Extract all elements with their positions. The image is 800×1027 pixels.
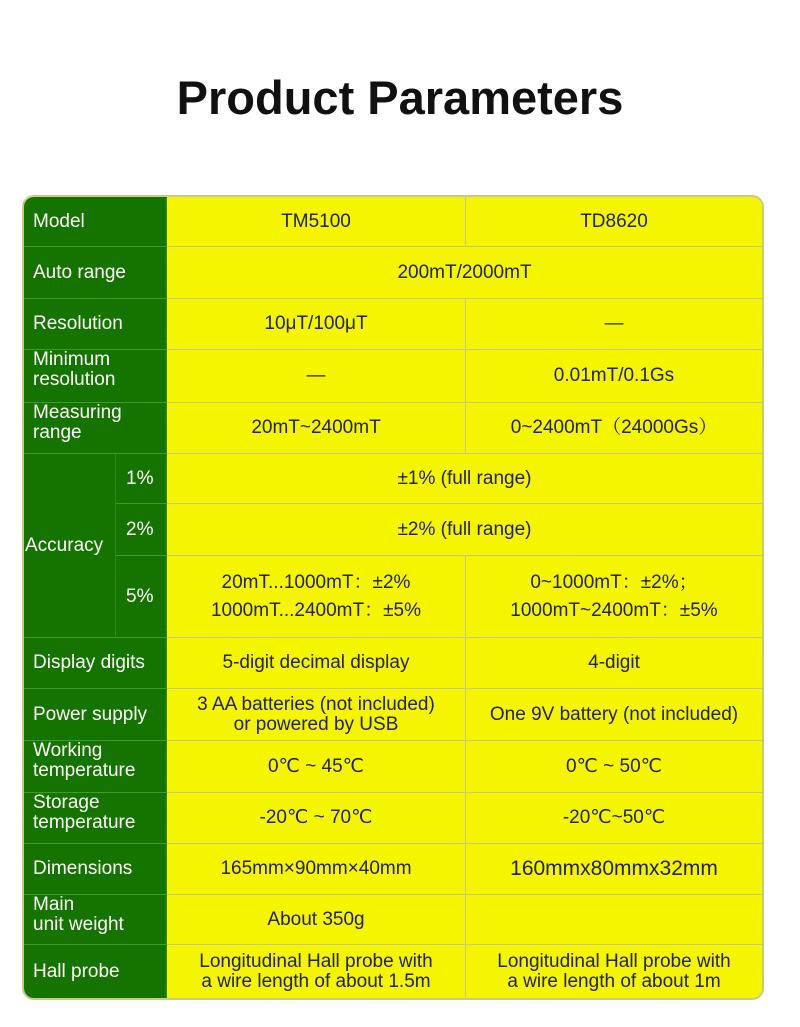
label-hall-probe: Hall probe [24,945,167,998]
hall-probe-td8620-line2: a wire length of about 1m [507,970,721,992]
accuracy-5pct-td8620-line1: 0~1000mT：±2%； [530,571,698,593]
label-accuracy-2pct: 2% [116,504,167,556]
power-supply-tm5100 [167,689,466,741]
accuracy-1pct-value: ±1% (full range) [167,454,762,504]
label-storage-temperature-line1: Storage [33,792,100,813]
label-main-unit-weight-line2: unit weight [33,913,124,935]
hall-probe-tm5100-line1: Longitudinal Hall probe with [199,950,433,972]
label-minimum-resolution-line1: Minimum [33,349,111,370]
hall-probe-tm5100-line2: a wire length of about 1.5m [201,970,431,992]
label-display-digits: Display digits [24,638,167,689]
label-auto-range: Auto range [24,247,167,299]
label-model: Model [24,197,167,247]
storage-temperature-td8620: -20℃~50℃ [466,793,762,844]
label-working-temperature [24,741,167,793]
hall-probe-td8620 [466,945,762,998]
resolution-td8620: — [466,299,762,350]
power-supply-td8620: One 9V battery (not included) [466,689,762,741]
label-accuracy-5pct: 5% [116,556,167,638]
min-resolution-td8620: 0.01mT/0.1Gs [466,350,762,403]
model-tm5100: TM5100 [167,197,466,247]
weight-tm5100: About 350g [167,895,466,945]
accuracy-5pct-tm5100 [167,556,466,638]
working-temperature-tm5100: 0℃ ~ 45℃ [167,741,466,793]
dimensions-tm5100: 165mm×90mm×40mm [167,844,466,895]
weight-td8620 [466,895,762,945]
label-working-temperature-line1: Working [33,740,103,761]
label-storage-temperature [24,793,167,844]
accuracy-5pct-td8620-line2: 1000mT~2400mT：±5% [510,599,718,621]
label-accuracy-1pct: 1% [116,454,167,504]
display-digits-td8620: 4-digit [466,638,762,689]
hall-probe-tm5100 [167,945,466,998]
hall-probe-td8620-line1: Longitudinal Hall probe with [497,950,731,972]
label-minimum-resolution [24,350,167,403]
model-td8620: TD8620 [466,197,762,247]
accuracy-5pct-td8620 [466,556,762,638]
label-minimum-resolution-line2: resolution [33,368,116,390]
accuracy-5pct-tm5100-line1: 20mT...1000mT：±2% [221,571,411,593]
accuracy-5pct-tm5100-line2: 1000mT...2400mT：±5% [210,599,422,621]
label-storage-temperature-line2: temperature [33,811,136,833]
label-main-unit-weight [24,895,167,945]
power-supply-tm5100-line1: 3 AA batteries (not included) [197,693,435,715]
working-temperature-td8620: 0℃ ~ 50℃ [466,741,762,793]
page-title: Product Parameters [176,71,624,124]
power-supply-tm5100-line2: or powered by USB [233,713,399,735]
label-main-unit-weight-line1: Main [33,894,75,915]
min-resolution-tm5100: — [167,350,466,403]
display-digits-tm5100: 5-digit decimal display [167,638,466,689]
label-measuring-range-line1: Measuring [33,402,122,423]
accuracy-2pct-value: ±2% (full range) [167,504,762,556]
label-resolution: Resolution [24,299,167,350]
label-dimensions: Dimensions [24,844,167,895]
label-measuring-range-line2: range [33,421,82,443]
measuring-range-tm5100: 20mT~2400mT [167,403,466,454]
label-power-supply: Power supply [24,689,167,741]
label-measuring-range [24,403,167,454]
label-working-temperature-line2: temperature [33,759,136,781]
dimensions-td8620: 160mmx80mmx32mm [466,844,762,895]
resolution-tm5100: 10μT/100μT [167,299,466,350]
storage-temperature-tm5100: -20℃ ~ 70℃ [167,793,466,844]
label-accuracy: Accuracy [24,454,116,638]
parameters-table [22,195,764,1000]
auto-range-value: 200mT/2000mT [167,247,762,299]
measuring-range-td8620: 0~2400mT（24000Gs） [466,403,762,454]
